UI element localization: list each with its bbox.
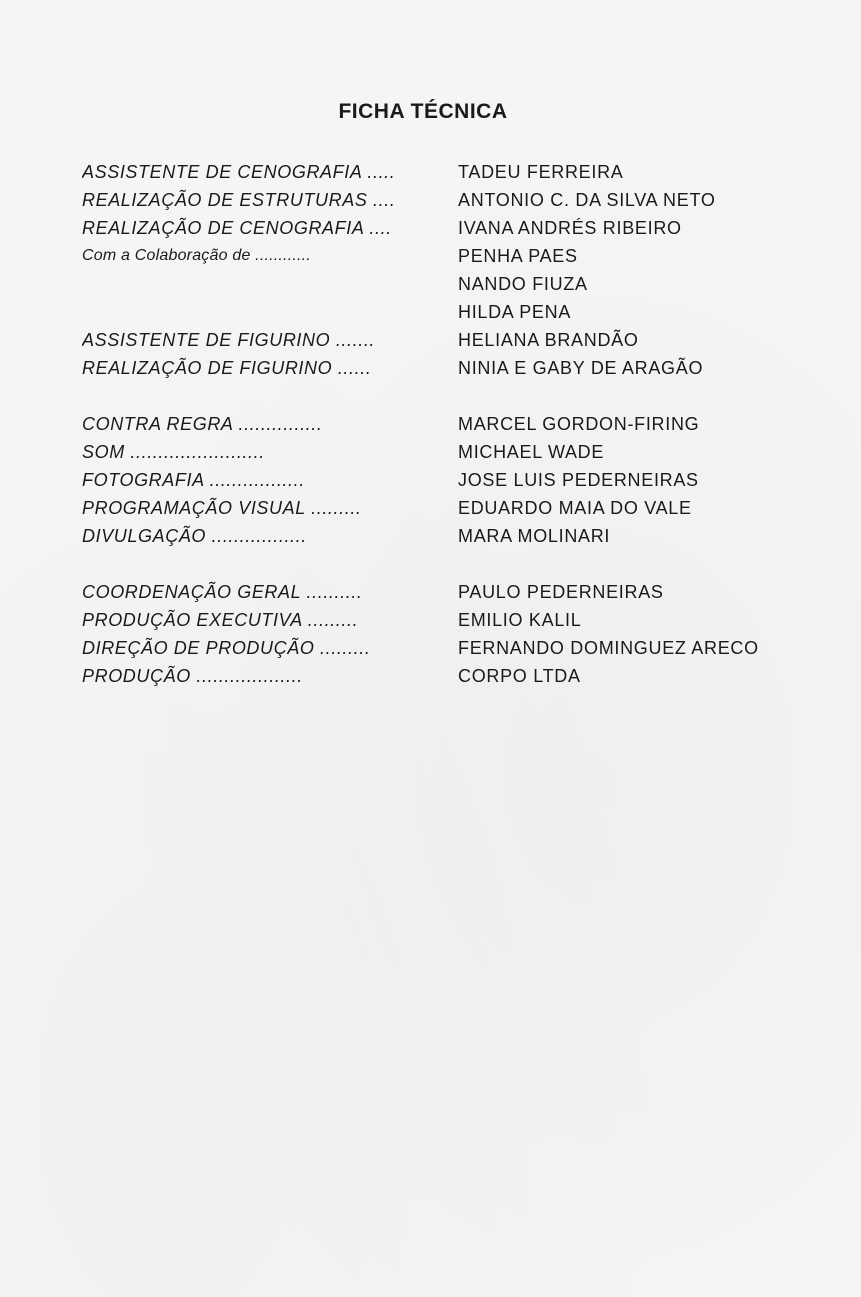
credit-row: [82, 662, 782, 690]
credit-role: REALIZAÇÃO DE FIGURINO ......: [82, 358, 372, 378]
credit-name: FERNANDO DOMINGUEZ ARECO: [458, 638, 759, 658]
credit-name: MARCEL GORDON-FIRING: [458, 414, 700, 434]
page-title: FICHA TÉCNICA: [338, 100, 508, 123]
credit-name: ANTONIO C. DA SILVA NETO: [458, 190, 716, 210]
credit-name: MICHAEL WADE: [458, 442, 605, 462]
credit-name: PAULO PEDERNEIRAS: [458, 582, 664, 602]
credit-row: [82, 466, 782, 494]
credit-role: COORDENAÇÃO GERAL ..........: [82, 582, 363, 602]
credit-role: REALIZAÇÃO DE CENOGRAFIA ....: [82, 218, 392, 238]
credit-role: ASSISTENTE DE FIGURINO .......: [82, 330, 376, 350]
credit-row: [82, 522, 782, 550]
credit-role: CONTRA REGRA ...............: [82, 414, 323, 434]
credit-name: EMILIO KALIL: [458, 610, 582, 630]
credit-name: JOSE LUIS PEDERNEIRAS: [458, 470, 699, 490]
credit-row: [82, 186, 782, 214]
credit-name: IVANA ANDRÉS RIBEIRO: [458, 218, 682, 238]
credit-name: HILDA PENA: [458, 302, 572, 322]
credit-role: FOTOGRAFIA .................: [82, 470, 305, 490]
credit-role: DIVULGAÇÃO .................: [82, 526, 307, 546]
credit-row: [82, 578, 782, 606]
credit-name: EDUARDO MAIA DO VALE: [458, 498, 692, 518]
section-gap: [82, 382, 782, 410]
credit-name: CORPO LTDA: [458, 666, 581, 686]
credit-role: ASSISTENTE DE CENOGRAFIA .....: [82, 162, 396, 182]
credit-role: Com a Colaboração de ............: [82, 247, 311, 264]
credit-role: PRODUÇÃO EXECUTIVA .........: [82, 610, 359, 630]
credit-role: DIREÇÃO DE PRODUÇÃO .........: [82, 638, 371, 658]
credit-row: [82, 298, 782, 326]
credit-row: [82, 410, 782, 438]
credit-row: [82, 494, 782, 522]
credit-role: PROGRAMAÇÃO VISUAL .........: [82, 498, 362, 518]
credit-role: SOM ........................: [82, 442, 265, 462]
credit-name: HELIANA BRANDÃO: [458, 330, 639, 350]
credit-row: [82, 242, 782, 270]
credit-role: REALIZAÇÃO DE ESTRUTURAS ....: [82, 190, 396, 210]
section-gap: [82, 550, 782, 578]
credit-row: [82, 158, 782, 186]
credit-name: NINIA E GABY DE ARAGÃO: [458, 358, 704, 378]
credits-list: [82, 158, 782, 690]
credit-row: [82, 354, 782, 382]
credit-row: [82, 270, 782, 298]
credit-role: PRODUÇÃO ...................: [82, 666, 303, 686]
credit-row: [82, 214, 782, 242]
credit-row: [82, 438, 782, 466]
credit-name: MARA MOLINARI: [458, 526, 611, 546]
credit-row: [82, 326, 782, 354]
credit-name: PENHA PAES: [458, 246, 578, 266]
credit-name: TADEU FERREIRA: [458, 162, 624, 182]
credit-row: [82, 606, 782, 634]
credit-row: [82, 634, 782, 662]
credit-name: NANDO FIUZA: [458, 274, 588, 294]
